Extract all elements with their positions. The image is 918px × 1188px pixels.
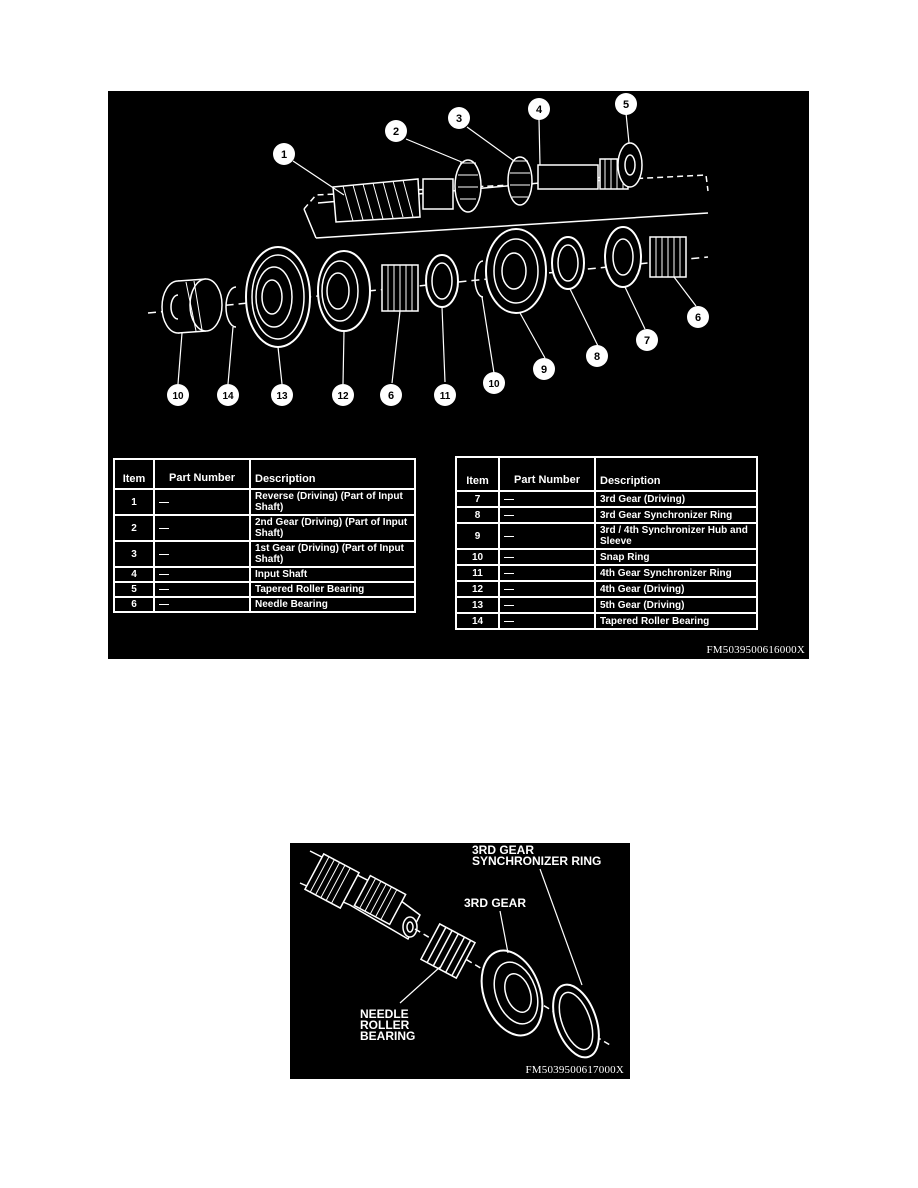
part-number-cell: —	[499, 549, 595, 565]
callout-number: 6	[387, 390, 395, 402]
callout-number: 5	[622, 99, 630, 111]
third-gear-illustration	[290, 843, 630, 1079]
callout-number: 11	[439, 391, 451, 402]
header-item: Item	[456, 457, 499, 491]
description-cell: Tapered Roller Bearing	[250, 582, 415, 597]
table-row	[456, 523, 757, 549]
table-row	[456, 549, 757, 565]
item-cell: 3	[114, 541, 154, 567]
description-cell: 5th Gear (Driving)	[595, 597, 757, 613]
item-cell: 11	[456, 565, 499, 581]
table-row	[114, 489, 415, 515]
callout-number: 14	[222, 391, 234, 402]
table-row	[456, 581, 757, 597]
part-number-cell: —	[499, 523, 595, 549]
part-number-cell: —	[154, 567, 250, 582]
parts-table-right	[455, 456, 758, 630]
part-number-cell: —	[499, 597, 595, 613]
description-cell: Tapered Roller Bearing	[595, 613, 757, 629]
description-cell: 4th Gear Synchronizer Ring	[595, 565, 757, 581]
part-number-cell: —	[154, 597, 250, 612]
item-cell: 1	[114, 489, 154, 515]
part-number-cell: —	[499, 581, 595, 597]
callout-number: 9	[540, 364, 548, 376]
table-row	[114, 582, 415, 597]
description-cell: 2nd Gear (Driving) (Part of Input Shaft)	[250, 515, 415, 541]
description-cell: Reverse (Driving) (Part of Input Shaft)	[250, 489, 415, 515]
parts-table-left	[113, 458, 416, 613]
table-row	[456, 597, 757, 613]
callout-number: 12	[337, 391, 349, 402]
item-cell: 4	[114, 567, 154, 582]
item-cell: 9	[456, 523, 499, 549]
description-cell: Input Shaft	[250, 567, 415, 582]
part-number-cell: —	[499, 491, 595, 507]
table-row	[456, 565, 757, 581]
description-cell: 4th Gear (Driving)	[595, 581, 757, 597]
callout-number: 7	[643, 335, 651, 347]
table-row	[456, 507, 757, 523]
table-row	[114, 515, 415, 541]
table-row	[456, 613, 757, 629]
callout-number: 1	[280, 149, 288, 161]
table-row	[114, 597, 415, 612]
item-cell: 13	[456, 597, 499, 613]
header-part-number: Part Number	[154, 459, 250, 489]
part-number-cell: —	[499, 507, 595, 523]
header-description: Description	[595, 457, 757, 491]
item-cell: 8	[456, 507, 499, 523]
description-cell: Needle Bearing	[250, 597, 415, 612]
part-number-cell: —	[499, 565, 595, 581]
callout-number: 4	[535, 104, 543, 116]
table-header-row	[456, 457, 757, 491]
callout-number: 10	[488, 379, 500, 390]
callout-number: 6	[694, 312, 702, 324]
exploded-view-figure	[108, 91, 809, 659]
table-header-row	[114, 459, 415, 489]
item-cell: 12	[456, 581, 499, 597]
part-number-cell: —	[154, 489, 250, 515]
item-cell: 6	[114, 597, 154, 612]
figure-id: FM5039500616000X	[706, 644, 805, 656]
table-row	[114, 541, 415, 567]
part-number-cell: —	[154, 541, 250, 567]
needle-bearing-label: NEEDLE ROLLER BEARING	[360, 1007, 416, 1043]
item-cell: 2	[114, 515, 154, 541]
figure-id: FM5039500617000X	[525, 1064, 624, 1076]
third-gear-label: 3RD GEAR	[464, 896, 527, 910]
description-cell: 3rd / 4th Synchronizer Hub and Sleeve	[595, 523, 757, 549]
header-part-number: Part Number	[499, 457, 595, 491]
sync-ring-label: 3RD GEAR SYNCHRONIZER RING	[472, 843, 602, 868]
callout-number: 3	[455, 113, 463, 125]
header-item: Item	[114, 459, 154, 489]
part-number-cell: —	[154, 582, 250, 597]
third-gear-assembly-figure	[290, 843, 630, 1079]
callout-number: 10	[172, 391, 184, 402]
item-cell: 5	[114, 582, 154, 597]
part-number-cell: —	[154, 515, 250, 541]
table-row	[114, 567, 415, 582]
header-description: Description	[250, 459, 415, 489]
part-number-cell: —	[499, 613, 595, 629]
callout-number: 8	[593, 351, 601, 363]
callout-number: 2	[392, 126, 400, 138]
callout-number: 13	[276, 391, 288, 402]
description-cell: 3rd Gear (Driving)	[595, 491, 757, 507]
item-cell: 14	[456, 613, 499, 629]
item-cell: 10	[456, 549, 499, 565]
description-cell: 3rd Gear Synchronizer Ring	[595, 507, 757, 523]
description-cell: Snap Ring	[595, 549, 757, 565]
table-row	[456, 491, 757, 507]
description-cell: 1st Gear (Driving) (Part of Input Shaft)	[250, 541, 415, 567]
item-cell: 7	[456, 491, 499, 507]
